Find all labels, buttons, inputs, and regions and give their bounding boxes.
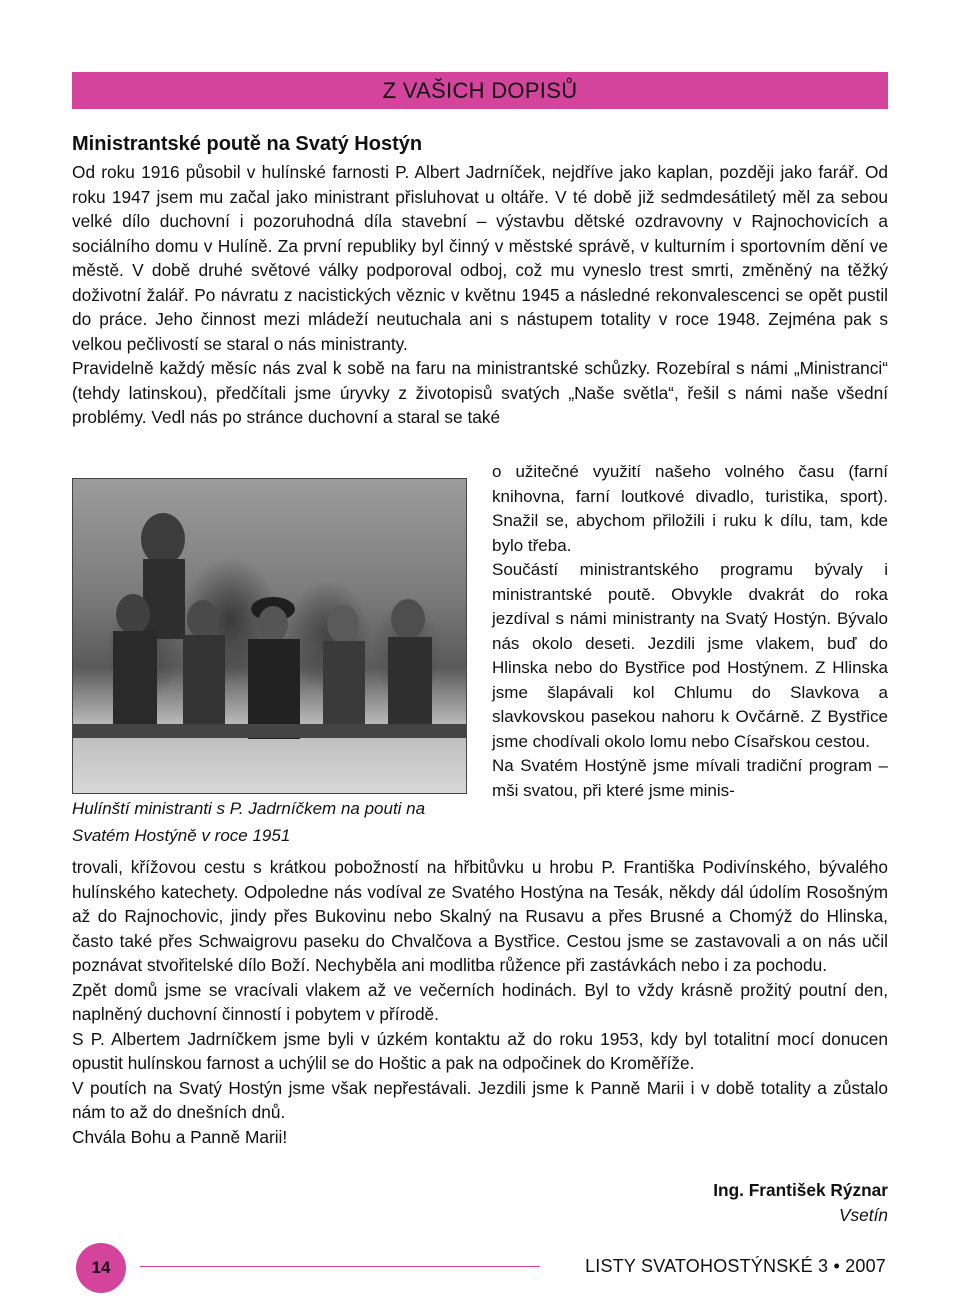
paragraph: trovali, křížovou cestu s krátkou pobožností na hřbitůvku u hrobu P. Františka Podivínského, bývalého hulínského katechety. Odpoledne nás vodíval ze Svatého Hostýna na Tesák, někdy dál údolím Rosošným až do Rajnochovic, jindy přes Bukovinu nebo Skalný na Rusavu a přes Brusné a Chomýž do Hlinska, často také přes Schwaigrovu paseku do Chvalčova a Bystřice. Cestou jsme se zastavovali a on nás učil poznávat stvořitelské dílo Boží. Nechyběla ani modlitba růžence při zastávkách nebo i za pochodu. [72, 857, 888, 975]
closing-line: Chvála Bohu a Panně Marii! [72, 1126, 288, 1147]
photo-caption: Hulínští ministranti s P. Jadrníčkem na pouti na Svatém Hostýně v roce 1951 [72, 799, 426, 845]
section-title: Z VAŠICH DOPISŮ [382, 77, 578, 103]
article-text-top [72, 160, 888, 430]
photo-figures [73, 479, 466, 793]
paragraph: V poutích na Svatý Hostýn jsme však nepřestávali. Jezdili jsme k Panně Marii i v době totality a zůstalo nám to až do dnešních dnů. [72, 1077, 888, 1122]
author-place: Vsetín [839, 1205, 888, 1225]
section-header-bar [72, 72, 888, 109]
publication-footer: LISTY SVATOHOSTÝNSKÉ 3 • 2007 [585, 1256, 886, 1276]
author-signature [713, 1178, 888, 1228]
paragraph: Na Svatém Hostýně jsme mívali tradiční program – mši svatou, při které jsme minis- [492, 756, 888, 800]
page-number-badge [76, 1243, 126, 1293]
paragraph: S P. Albertem Jadrníčkem jsme byli v úzkém kontaktu až do roku 1953, kdy byl totalitní mocí donucen opustit hulínskou farnost a uchýlil se do Hoštic a pak na odpočinek do Kroměříže. [72, 1028, 888, 1073]
page-number: 14 [91, 1258, 111, 1277]
article-text-bottom [72, 855, 888, 1149]
paragraph: Od roku 1916 působil v hulínské farnosti P. Albert Jadrníček, nejdříve jako kaplan, později jako farář. Od roku 1947 jsem mu začal jako ministrant přisluhovat u oltáře. V té době již sedmdesátiletý měl za sebou velké dílo duchovní i pozoruhodná díla stavební – výstavbu dětské ozdravovny v Rajnochovicích a sociálního domu v Hulíně. Za první republiky byl činný v městské správě, v kulturním i sportovním dění ve městě. V době druhé světové války podporoval odboj, což mu vyneslo trest smrti, změněný na těžký doživotní žalář. Po návratu z nacistických věznic v květnu 1945 a následné rekonvalescenci se opět pustil do práce. Jeho činnost mezi mládeží neutuchala ani s nástupem totality v roce 1948. Zejména pak s velkou pečlivostí se staral o nás ministranty. [72, 162, 888, 354]
paragraph: Pravidelně každý měsíc nás zval k sobě na faru na ministrantské schůzky. Rozebíral s námi „Ministranci“ (tehdy latinskou), předčítali jsme úryvky z životopisů svatých „Naše světla“, řešil s námi naše všední problémy. Vedl nás po stránce duchovní a staral se také [72, 358, 888, 427]
paragraph: Zpět domů jsme se vracívali vlakem až ve večerních hodinách. Byl to vždy krásně prožitý poutní den, naplněný duchovní činností i pobytem v přírodě. [72, 979, 888, 1024]
author-name: Ing. František Rýznar [713, 1180, 888, 1200]
article-title: Ministrantské poutě na Svatý Hostýn [72, 133, 423, 155]
article-text-right [492, 460, 888, 803]
paragraph: o užitečné využití našeho volného času (farní knihovna, farní loutkové divadlo, turistika, sport). Snažil se, abychom přiložili i ruku k dílu, tam, kde bylo třeba. [492, 462, 888, 555]
paragraph: Součástí ministrantského programu bývaly i ministrantské poutě. Obvykle dvakrát do roka jezdíval s námi ministranty na Svatý Hostýn. Bývalo nás okolo deseti. Jezdili jsme vlakem, buď do Hlinska nebo do Bystřice pod Hostýnem. Z Hlinska jsme šlapávali kol Chlumu do Slavkova a slavkovskou pasekou nahoru k Ovčárně. Z Bystřice jsme chodívali okolo lomu nebo Císařskou cestou. [492, 560, 888, 751]
footer-divider [140, 1266, 540, 1267]
historical-group-photo [72, 478, 467, 794]
